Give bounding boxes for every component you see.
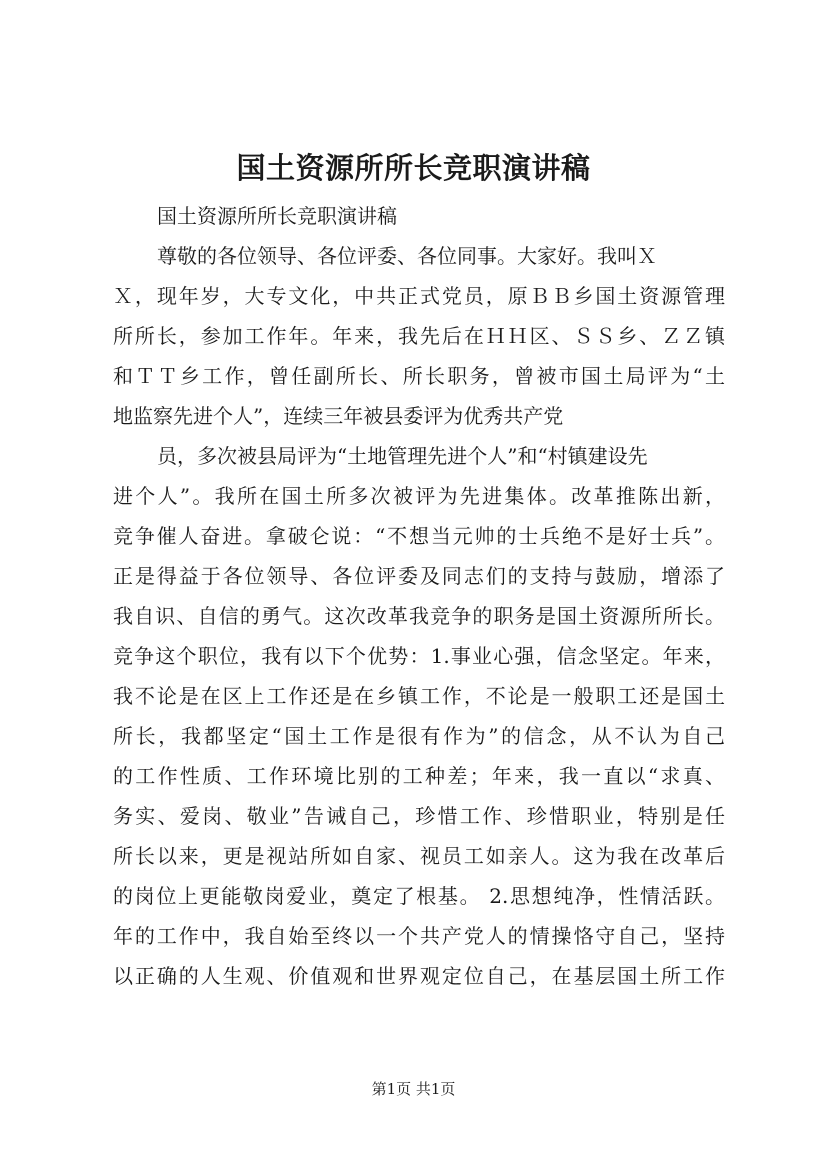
paragraph-line: 的岗位上更能敬岗爱业，奠定了根基。 2.思想纯净，性情活跃。 [113, 884, 725, 908]
paragraph-line: 地监察先进个人”，连续三年被县委评为优秀共产党 [113, 404, 564, 428]
paragraph-line: 的工作性质、工作环境比别的工种差；年来，我一直以“求真、 [113, 764, 725, 788]
document-title: 国土资源所所长竞职演讲稿 [236, 151, 591, 185]
paragraph-line: 我不论是在区上工作还是在乡镇工作，不论是一般职工还是国土 [113, 684, 725, 708]
paragraph-line: 和ＴＴ乡工作，曾任副所长、所长职务，曾被市国土局评为“土 [113, 364, 725, 388]
paragraph-line: 员，多次被县局评为“土地管理先进个人”和“村镇建设先 [157, 444, 648, 468]
paragraph-line: 进个人”。我所在国土所多次被评为先进集体。改革推陈出新， [113, 484, 725, 508]
paragraph-line: 竞争这个职位，我有以下个优势：1.事业心强，信念坚定。年来， [113, 644, 725, 668]
paragraph-line: 务实、爱岗、敬业”告诫自己，珍惜工作、珍惜职业，特别是任 [113, 804, 725, 828]
paragraph-line: 竞争催人奋进。拿破仑说：“不想当元帅的士兵绝不是好士兵”。 [113, 524, 725, 548]
paragraph-line: 我自识、自信的勇气。这次改革我竞争的职务是国土资源所所长。 [113, 604, 725, 628]
paragraph-line: 年的工作中，我自始至终以一个共产党人的情操恪守自己，坚持 [113, 924, 725, 948]
paragraph-line: 正是得益于各位领导、各位评委及同志们的支持与鼓励，增添了 [113, 564, 725, 588]
paragraph-line: 以正确的人生观、价值观和世界观定位自己，在基层国土所工作 [113, 964, 725, 988]
paragraph-line: 所长，我都坚定“国土工作是很有作为”的信念，从不认为自己 [113, 724, 725, 748]
paragraph-line: 尊敬的各位领导、各位评委、各位同事。大家好。我叫Ｘ [157, 244, 657, 268]
subtitle-line: 国土资源所所长竞职演讲稿 [157, 204, 397, 228]
document-body [113, 196, 725, 996]
paragraph-line: 所长以来，更是视站所如自家、视员工如亲人。这为我在改革后 [113, 844, 725, 868]
page-footer: 第1页 共1页 [371, 1080, 456, 1098]
paragraph-line: 所所长，参加工作年。年来，我先后在ＨＨ区、ＳＳ乡、ＺＺ镇 [113, 324, 725, 348]
paragraph-line: Ｘ，现年岁，大专文化，中共正式党员，原ＢＢ乡国土资源管理 [113, 284, 725, 308]
